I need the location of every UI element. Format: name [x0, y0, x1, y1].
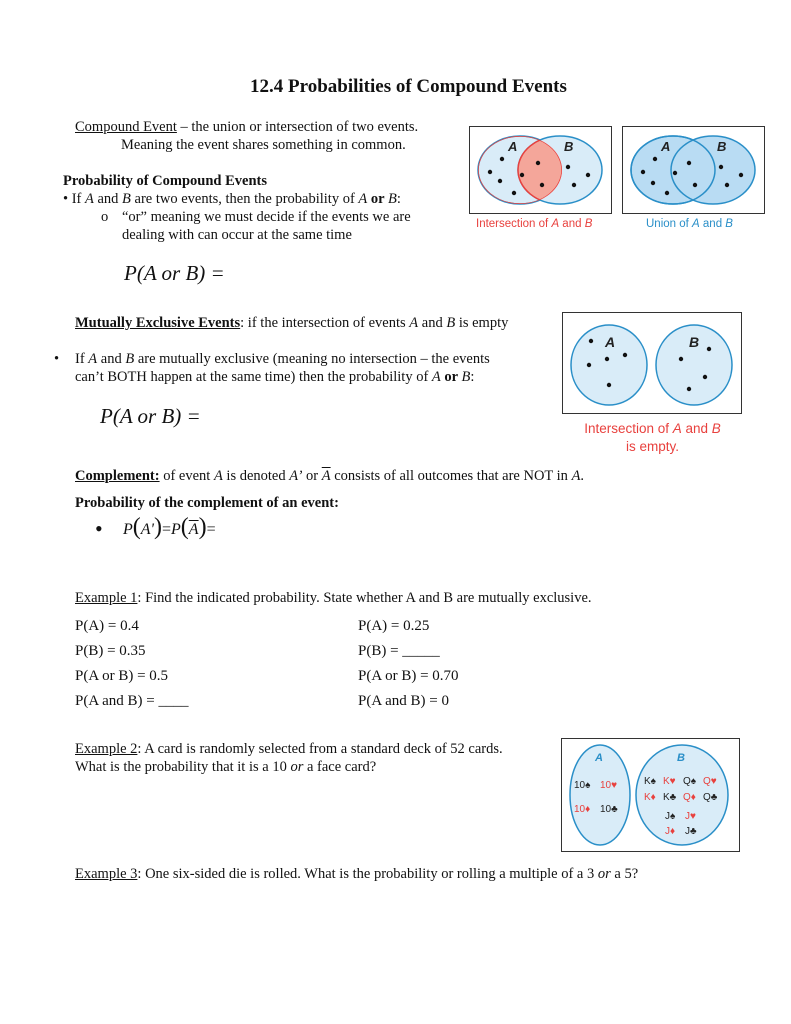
example1-left-row: P(B) = 0.35 — [75, 643, 146, 659]
example1-right-row: P(A) = 0.25 — [358, 618, 430, 634]
venn-disjoint-frame — [562, 312, 742, 414]
mutually-exclusive-term: Mutually Exclusive Events — [75, 315, 241, 331]
complement-term: Complement: — [75, 468, 160, 484]
venn4-label-b: B — [677, 752, 685, 764]
example1-right-row: P(B) = _____ — [358, 643, 440, 659]
card-queen-clubs: Q♣ — [703, 792, 718, 803]
complement-heading: Probability of the complement of an event: — [75, 495, 339, 511]
page-title: 12.4 Probabilities of Compound Events — [250, 76, 567, 97]
venn2-caption-union: Union of A and B — [646, 218, 733, 230]
card-king-hearts: K♥ — [663, 776, 676, 787]
venn-union-frame — [622, 126, 765, 214]
compound-event-term: Compound Event — [75, 119, 177, 135]
venn-intersection-diagram — [470, 127, 611, 213]
example1-left-row: P(A) = 0.4 — [75, 618, 139, 634]
example1-left-row: P(A or B) = 0.5 — [75, 668, 169, 684]
venn-disjoint-diagram — [563, 313, 741, 413]
card-queen-hearts: Q♥ — [703, 776, 717, 787]
prob-compound-bullet: • If A and B are two events, then the probability of A or B: — [63, 191, 401, 207]
example3-prompt: Example 3: One six-sided die is rolled. What is the probability or rolling a multiple of a 3 or a 5? — [75, 866, 639, 882]
example2-prompt-line2: What is the probability that it is a 10 or a face card? — [75, 759, 377, 775]
card-king-spades: K♠ — [644, 776, 656, 787]
example2-prompt-line1: Example 2: A card is randomly selected from a standard deck of 52 cards. — [75, 741, 503, 757]
venn2-label-a: A — [661, 139, 671, 154]
card-king-diamonds: K♦ — [644, 792, 656, 803]
venn-intersection-frame — [469, 126, 612, 214]
prob-compound-sub-line1: “or” meaning we must decide if the events we are — [122, 209, 411, 225]
formula-complement: $P(A')=P(\overline{A})=$ — [123, 514, 216, 540]
card-king-clubs: K♣ — [663, 792, 677, 803]
card-ten-diamonds: 10♦ — [574, 804, 591, 815]
mutually-exclusive-definition: Mutually Exclusive Events: if the intersection of events A and B is empty — [75, 315, 509, 331]
venn1-label-a: A — [508, 139, 518, 154]
card-jack-clubs: J♣ — [685, 826, 697, 837]
venn3-caption-line1: Intersection of A and B — [584, 421, 721, 436]
example2-label: Example 2 — [75, 741, 138, 757]
venn1-caption-intersection: Intersection of A and B — [476, 218, 593, 230]
prob-compound-heading: Probability of Compound Events — [63, 173, 267, 189]
card-queen-diamonds: Q♦ — [683, 792, 696, 803]
example1-right-column — [358, 614, 459, 714]
venn4-label-a: A — [595, 752, 603, 764]
formula-p-a-or-b: P(A or B) = — [124, 261, 225, 285]
venn1-label-b: B — [564, 139, 574, 154]
example3-label: Example 3 — [75, 866, 138, 882]
bullet-dot-icon: • — [95, 516, 103, 541]
venn-cards-diagram — [562, 739, 739, 851]
venn-union-diagram — [623, 127, 764, 213]
compound-event-definition — [75, 118, 418, 136]
example1-label: Example 1 — [75, 590, 138, 606]
venn-cards-frame — [561, 738, 740, 852]
compound-event-def: – the union or intersection of two events. — [176, 119, 419, 135]
mutually-exclusive-bullet-line1: If A and B are mutually exclusive (meaning no intersection – the events — [75, 351, 490, 367]
prob-compound-sub-line2: dealing with can occur at the same time — [122, 227, 352, 243]
card-ten-hearts: 10♥ — [600, 780, 618, 791]
card-jack-spades: J♠ — [665, 811, 676, 822]
complement-definition: Complement: of event A is denoted A’ or $\overline{A}$ consists of all outcomes that are NOT in A. — [75, 468, 585, 484]
venn2-label-b: B — [717, 139, 727, 154]
prob-compound-sub-marker: o — [101, 209, 109, 225]
card-jack-hearts: J♥ — [685, 811, 696, 822]
bullet-dot-icon: • — [54, 351, 60, 367]
venn3-label-a: A — [605, 334, 616, 350]
example1-prompt: Example 1: Find the indicated probability. State whether A and B are mutually exclusive. — [75, 590, 592, 606]
mutually-exclusive-bullet-line2: can’t BOTH happen at the same time) then the probability of A or B: — [75, 369, 475, 385]
venn3-caption — [565, 420, 740, 456]
venn3-caption-line2: is empty. — [625, 439, 679, 454]
card-jack-diamonds: J♦ — [665, 826, 676, 837]
bullet-dot-icon: • — [63, 191, 69, 207]
a-bar: $\overline{A}$ — [321, 468, 331, 484]
example1-right-row: P(A and B) = 0 — [358, 693, 449, 709]
example1-right-row: P(A or B) = 0.70 — [358, 668, 459, 684]
example1-left-row: P(A and B) = ____ — [75, 693, 189, 709]
formula-mutually-exclusive: P(A or B) = — [100, 404, 201, 428]
venn3-label-b: B — [689, 334, 700, 350]
card-queen-spades: Q♠ — [683, 776, 697, 787]
card-ten-spades: 10♠ — [574, 780, 591, 791]
compound-event-def-line2: Meaning the event shares something in common. — [121, 137, 406, 153]
example1-left-column — [75, 614, 188, 714]
card-ten-clubs: 10♣ — [600, 804, 618, 815]
